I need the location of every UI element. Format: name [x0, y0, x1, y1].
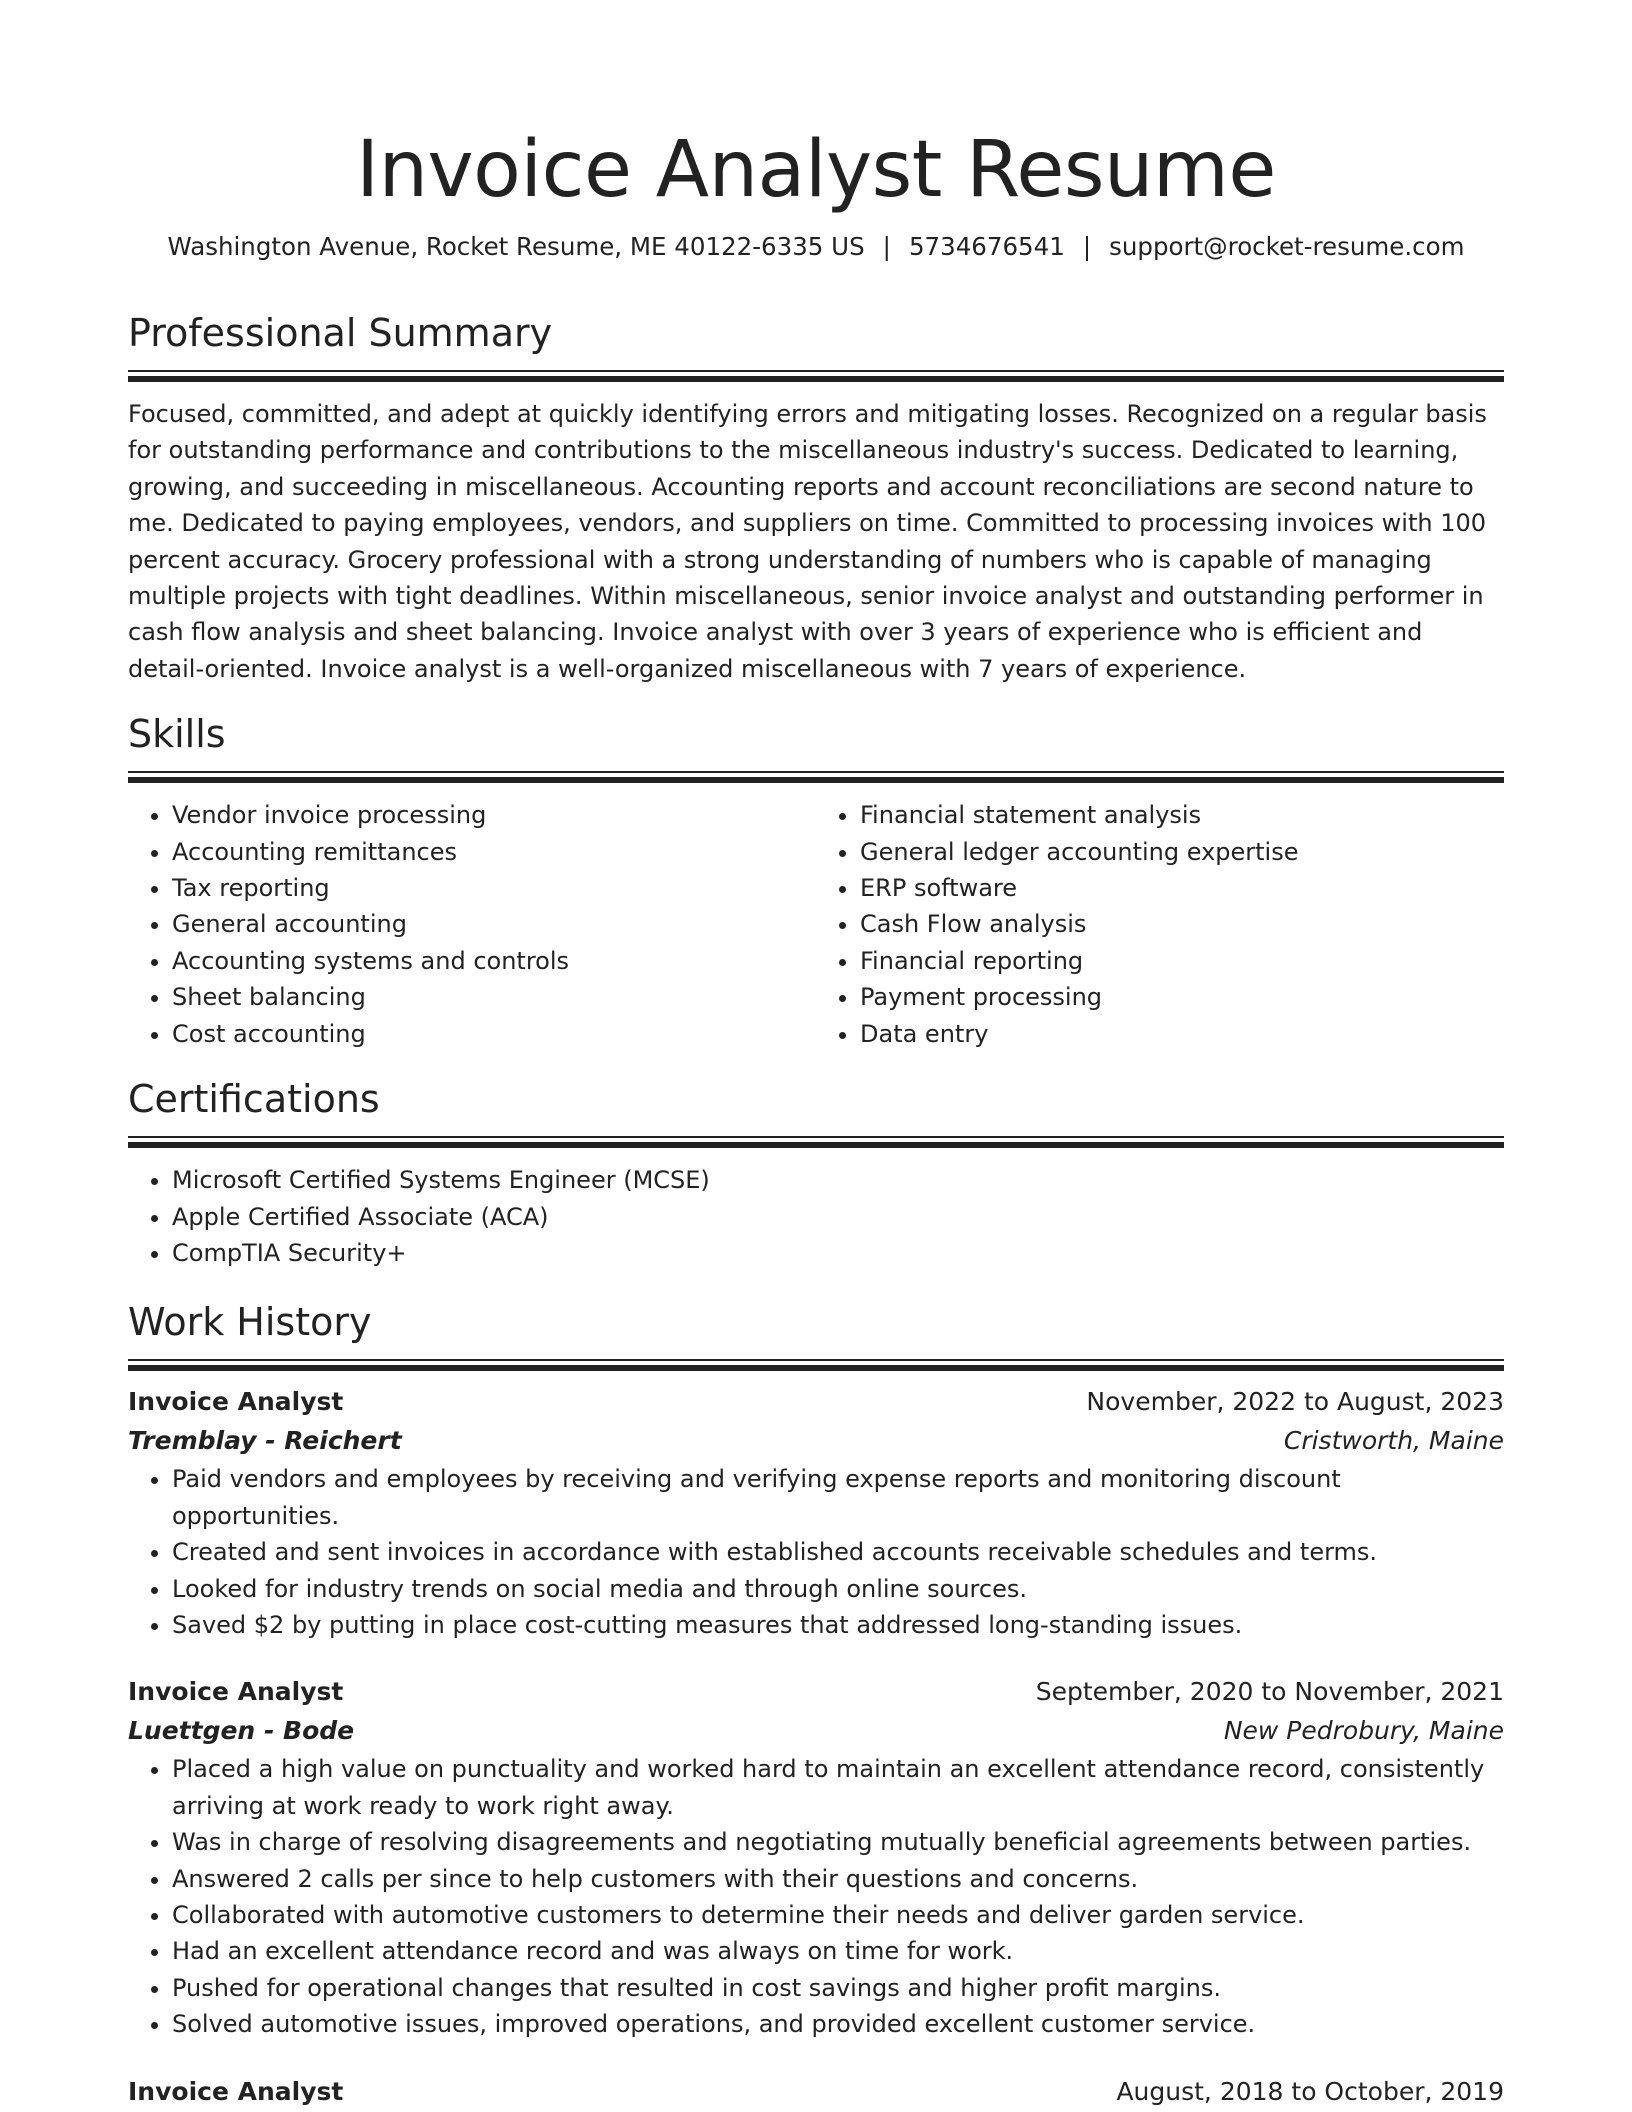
job-bullet: • Created and sent invoices in accordance with established accounts receivable schedules and terms.	[172, 1534, 1504, 1570]
job-bullet: • Pushed for operational changes that resulted in cost savings and higher profit margins.	[172, 1970, 1504, 2006]
job-location: Cristworth, Maine	[1283, 1426, 1504, 1456]
job-bullet: • Had an excellent attendance record and was always on time for work.	[172, 1933, 1504, 1969]
job-header	[128, 1383, 1504, 1421]
certification-item: • CompTIA Security+	[172, 1235, 1504, 1271]
skill-item: • Tax reporting	[172, 870, 816, 906]
skill-item: • Data entry	[860, 1016, 1504, 1052]
skill-item: • Cost accounting	[172, 1016, 816, 1052]
job-dates: November, 2022 to August, 2023	[1086, 1387, 1504, 1417]
job-bullet: • Was in charge of resolving disagreements and negotiating mutually beneficial agreements between parties.	[172, 1824, 1504, 1860]
job-entry	[128, 2073, 1504, 2111]
skills-heading: Skills	[128, 712, 226, 757]
skill-item: • Sheet balancing	[172, 979, 816, 1015]
job-entry	[128, 1673, 1504, 2042]
contact-line	[128, 230, 1504, 264]
job-bullets	[128, 1461, 1504, 1643]
summary-text: Focused, committed, and adept at quickly identifying errors and mitigating losses. Recognized on a regular basis for outstanding performance and contributions to the miscellaneous industry's success. Dedicated to learning, growing, and succeeding in miscellaneous. Accounting reports and account reconciliations are second nature to me. Dedicated to paying employees, vendors, and suppliers on time. Committed to processing invoices with 100 percent accuracy. Grocery professional with a strong understanding of numbers who is capable of managing multiple projects with tight deadlines. Within miscellaneous, senior invoice analyst and outstanding performer in cash flow analysis and sheet balancing. Invoice analyst with over 3 years of experience who is efficient and detail-oriented. Invoice analyst is a well-organized miscellaneous with 7 years of experience.	[128, 400, 1487, 683]
resume-page	[128, 0, 1504, 2111]
job-bullet: • Paid vendors and employees by receiving and verifying expense reports and monitoring discount opportunities.	[172, 1461, 1504, 1534]
summary-heading: Professional Summary	[128, 311, 553, 355]
resume-title: Invoice Analyst Resume	[356, 125, 1276, 215]
skills-left-list	[128, 797, 816, 1052]
job-bullets	[128, 1751, 1504, 2042]
skill-item: • ERP software	[860, 870, 1504, 906]
contact-separator: |	[1082, 232, 1092, 261]
skill-item: • General ledger accounting expertise	[860, 834, 1504, 870]
skills-section	[128, 707, 1504, 1052]
skills-grid	[128, 797, 1504, 1052]
job-subheader	[128, 1711, 1504, 1751]
summary-section	[128, 306, 1504, 687]
work-history-section	[128, 1295, 1504, 2110]
skill-item: • Accounting systems and controls	[172, 943, 816, 979]
skill-item: • Financial statement analysis	[860, 797, 1504, 833]
certification-item: • Apple Certified Associate (ACA)	[172, 1199, 1504, 1235]
job-company: Luettgen - Bode	[128, 1716, 355, 1746]
job-entry	[128, 1383, 1504, 1643]
work-history-heading: Work History	[128, 1300, 372, 1345]
section-rule-thick	[128, 1142, 1504, 1148]
job-company: Tremblay - Reichert	[128, 1426, 402, 1456]
certifications-section	[128, 1072, 1504, 1271]
section-rule	[128, 370, 1504, 372]
job-bullet: • Collaborated with automotive customers to determine their needs and deliver garden service.	[172, 1897, 1504, 1933]
job-dates: August, 2018 to October, 2019	[1116, 2076, 1504, 2106]
job-title: Invoice Analyst	[128, 1387, 344, 1417]
skills-right-list	[816, 797, 1504, 1052]
skill-item: • Cash Flow analysis	[860, 906, 1504, 942]
job-title: Invoice Analyst	[128, 2076, 344, 2106]
job-subheader	[128, 1421, 1504, 1461]
job-dates: September, 2020 to November, 2021	[1035, 1677, 1504, 1707]
job-bullet: • Answered 2 calls per since to help customers with their questions and concerns.	[172, 1861, 1504, 1897]
contact-phone: 5734676541	[908, 232, 1065, 261]
section-rule	[128, 1136, 1504, 1138]
section-rule	[128, 1359, 1504, 1361]
certification-item: • Microsoft Certified Systems Engineer (MCSE)	[172, 1162, 1504, 1198]
contact-email[interactable]: support@rocket-resume.com	[1109, 232, 1465, 261]
job-bullet: • Solved automotive issues, improved operations, and provided excellent customer service.	[172, 2006, 1504, 2042]
section-rule-thick	[128, 777, 1504, 783]
skill-item: • Financial reporting	[860, 943, 1504, 979]
section-rule-thick	[128, 376, 1504, 382]
section-rule-thick	[128, 1365, 1504, 1371]
job-bullet: • Saved $2 by putting in place cost-cutting measures that addressed long-standing issues.	[172, 1607, 1504, 1643]
contact-separator: |	[882, 232, 891, 261]
skill-item: • Accounting remittances	[172, 834, 816, 870]
section-rule	[128, 771, 1504, 773]
contact-address: Washington Avenue, Rocket Resume, ME 40122-6335 US	[167, 232, 865, 261]
job-title: Invoice Analyst	[128, 1677, 344, 1707]
job-bullet: • Looked for industry trends on social media and through online sources.	[172, 1571, 1504, 1607]
certifications-list	[128, 1162, 1504, 1271]
job-location: New Pedrobury, Maine	[1223, 1716, 1504, 1746]
skill-item: • Vendor invoice processing	[172, 797, 816, 833]
skill-item: • General accounting	[172, 906, 816, 942]
skill-item: • Payment processing	[860, 979, 1504, 1015]
job-header	[128, 2073, 1504, 2111]
job-bullet: • Placed a high value on punctuality and worked hard to maintain an excellent attendance record, consistently arriving at work ready to work right away.	[172, 1751, 1504, 1824]
certifications-heading: Certifications	[128, 1077, 380, 1122]
job-header	[128, 1673, 1504, 1711]
